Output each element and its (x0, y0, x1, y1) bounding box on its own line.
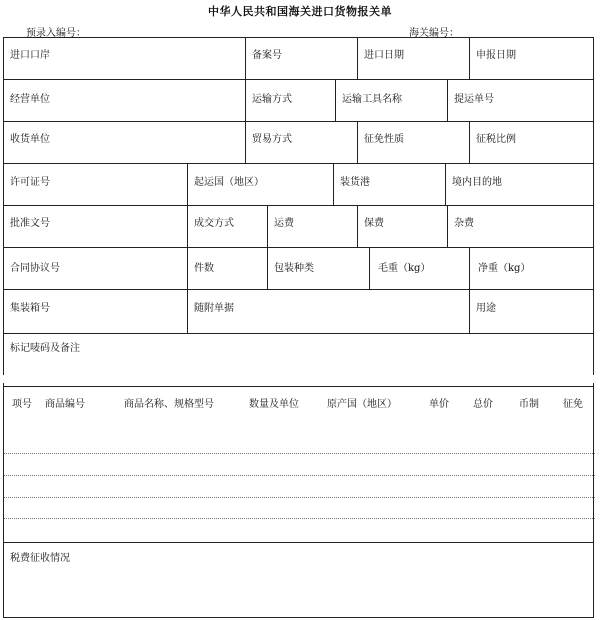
field-transaction-mode[interactable] (187, 205, 268, 248)
col-total-price: 总价 (473, 399, 493, 410)
field-label: 运输工具名称 (342, 94, 402, 105)
col-exemption: 征免 (563, 399, 583, 410)
field-package-type[interactable] (267, 247, 370, 290)
col-commodity-code: 商品编号 (45, 399, 85, 410)
field-consignee[interactable] (3, 121, 246, 164)
field-label: 进口日期 (364, 50, 404, 61)
pre-entry-number-label: 预录入编号： (26, 28, 86, 39)
field-label: 进口口岸 (10, 50, 50, 61)
field-label: 境内目的地 (452, 177, 502, 188)
field-label: 收货单位 (10, 134, 50, 145)
field-label: 集装箱号 (10, 303, 50, 314)
col-quantity-unit: 数量及单位 (249, 399, 299, 410)
field-gross-weight[interactable] (369, 247, 470, 290)
field-label: 运输方式 (252, 94, 292, 105)
field-insurance[interactable] (357, 205, 448, 248)
form-title: 中华人民共和国海关进口货物报关单 (208, 5, 392, 18)
field-label: 许可证号 (10, 177, 50, 188)
field-port-of-entry[interactable] (3, 37, 246, 80)
field-contract-number[interactable] (3, 247, 188, 290)
field-declaration-date[interactable] (469, 37, 594, 80)
field-label: 用途 (476, 303, 496, 314)
field-label: 杂费 (454, 218, 474, 229)
field-label: 批准文号 (10, 218, 50, 229)
field-label: 毛重（kg） (378, 263, 431, 274)
field-bill-of-lading[interactable] (447, 79, 594, 122)
field-attached-documents[interactable] (187, 289, 470, 334)
col-unit-price: 单价 (429, 399, 449, 410)
scan-gap (0, 375, 600, 383)
field-operating-unit[interactable] (3, 79, 246, 122)
field-label: 税费征收情况 (10, 553, 70, 564)
field-label: 成交方式 (194, 218, 234, 229)
field-label: 随附单据 (194, 303, 234, 314)
field-transport-mode[interactable] (245, 79, 336, 122)
field-label: 备案号 (252, 50, 282, 61)
field-label: 提运单号 (454, 94, 494, 105)
field-label: 贸易方式 (252, 134, 292, 145)
goods-line (4, 475, 595, 476)
field-label: 征免性质 (364, 134, 404, 145)
field-purpose[interactable] (469, 289, 594, 334)
declaration-form-grid (4, 38, 595, 618)
field-license-number[interactable] (3, 163, 188, 206)
field-label: 合同协议号 (10, 263, 60, 274)
field-trade-mode[interactable] (245, 121, 358, 164)
field-tax-rate[interactable] (469, 121, 594, 164)
field-label: 装货港 (340, 177, 370, 188)
field-label: 净重（kg） (478, 263, 531, 274)
field-label: 保费 (364, 218, 384, 229)
col-item-number: 项号 (12, 399, 32, 410)
customs-number-label: 海关编号： (409, 28, 459, 39)
field-net-weight[interactable] (469, 247, 594, 290)
goods-line (4, 453, 595, 454)
field-loading-port[interactable] (333, 163, 446, 206)
field-domestic-destination[interactable] (445, 163, 594, 206)
col-origin-country: 原产国（地区） (327, 399, 397, 410)
goods-line (4, 518, 595, 519)
field-country-of-departure[interactable] (187, 163, 334, 206)
col-currency: 币制 (519, 399, 539, 410)
field-container-number[interactable] (3, 289, 188, 334)
field-freight[interactable] (267, 205, 358, 248)
field-import-date[interactable] (357, 37, 470, 80)
col-description: 商品名称、规格型号 (124, 399, 214, 410)
field-label: 包装种类 (274, 263, 314, 274)
field-package-count[interactable] (187, 247, 268, 290)
field-conveyance-name[interactable] (335, 79, 448, 122)
field-exemption-nature[interactable] (357, 121, 470, 164)
field-label: 标记唛码及备注 (10, 343, 80, 354)
field-label: 起运国（地区） (194, 177, 264, 188)
field-miscellaneous-charges[interactable] (447, 205, 594, 248)
goods-line (4, 497, 595, 498)
field-label: 件数 (194, 263, 214, 274)
field-label: 申报日期 (476, 50, 516, 61)
field-record-number[interactable] (245, 37, 358, 80)
field-label: 运费 (274, 218, 294, 229)
field-tax-collection[interactable] (3, 542, 594, 618)
field-approval-number[interactable] (3, 205, 188, 248)
field-label: 经营单位 (10, 94, 50, 105)
field-label: 征税比例 (476, 134, 516, 145)
